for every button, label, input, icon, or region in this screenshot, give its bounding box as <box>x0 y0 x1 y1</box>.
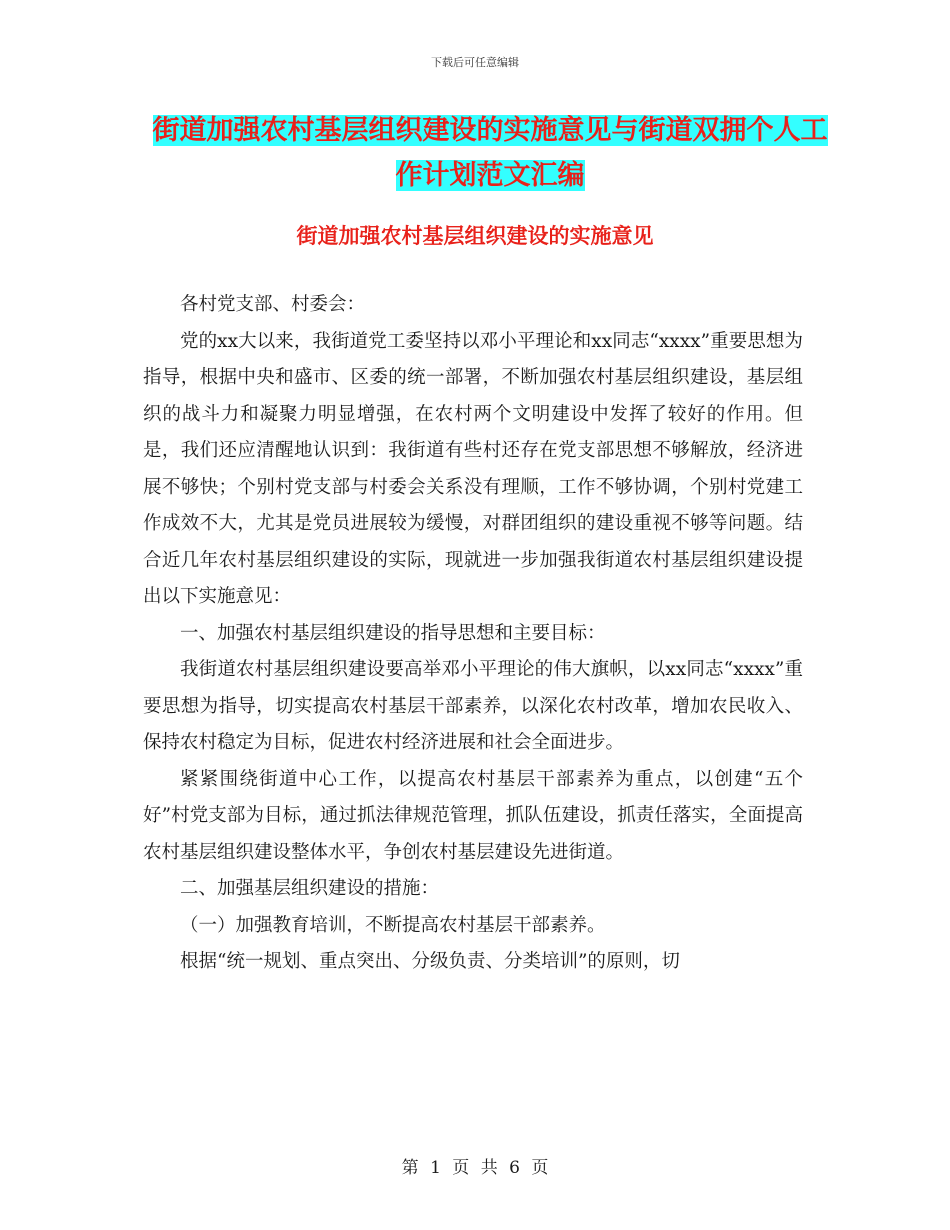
document-title-text: 街道加强农村基层组织建设的实施意见与街道双拥个人工作计划范文汇编 <box>152 115 828 191</box>
paragraph-heading: 一、加强农村基层组织建设的指导思想和主要目标： <box>180 622 606 644</box>
paragraph: 我街道农村基层组织建设要高举邓小平理论的伟大旗帜，以xx同志“xxxx”重要思想为指导，切实提高农村基层干部素养，以深化农村改革，增加农民收入、保持农村稳定为目标，促进农村经济进展和社会全面进步。 <box>143 659 803 753</box>
paragraph: 根据“统一规划、重点突出、分级负责、分类培训”的原则，切 <box>180 951 680 972</box>
paragraph-salutation: 各村党支部、村委会： <box>180 294 366 315</box>
document-body <box>143 287 803 981</box>
paragraph-subheading: （一）加强教育培训，不断提高农村基层干部素养。 <box>180 914 606 936</box>
page-footer: 第 1 页 共 6 页 <box>401 1158 549 1178</box>
header-note: 下载后可任意编辑 <box>431 56 519 69</box>
paragraph: 党的xx大以来，我街道党工委坚持以邓小平理论和xx同志“xxxx”重要思想为指导，根据中央和盛市、区委的统一部署，不断加强农村基层组织建设，基层组织的战斗力和凝聚力明显增强，在农村两个文明建设中发挥了较好的作用。但是，我们还应清醒地认识到：我街道有些村还存在党支部思想不够解放，经济进展不够快；个别村党支部与村委会关系没有理顺，工作不够协调，个别村党建工作成效不大，尤其是党员进展较为缓慢，对群团组织的建设重视不够等问题。结合近几年农村基层组织建设的实际，现就进一步加强我街道农村基层组织建设提出以下实施意见： <box>143 330 803 607</box>
paragraph: 紧紧围绕街道中心工作，以提高农村基层干部素养为重点，以创建“五个好”村党支部为目标，通过抓法律规范管理，抓队伍建设，抓责任落实，全面提高农村基层组织建设整体水平，争创农村基层建设先进街道。 <box>143 768 803 863</box>
paragraph-heading: 二、加强基层组织建设的措施： <box>180 878 440 899</box>
document-title <box>140 108 840 198</box>
section-title: 街道加强农村基层组织建设的实施意见 <box>296 224 654 248</box>
